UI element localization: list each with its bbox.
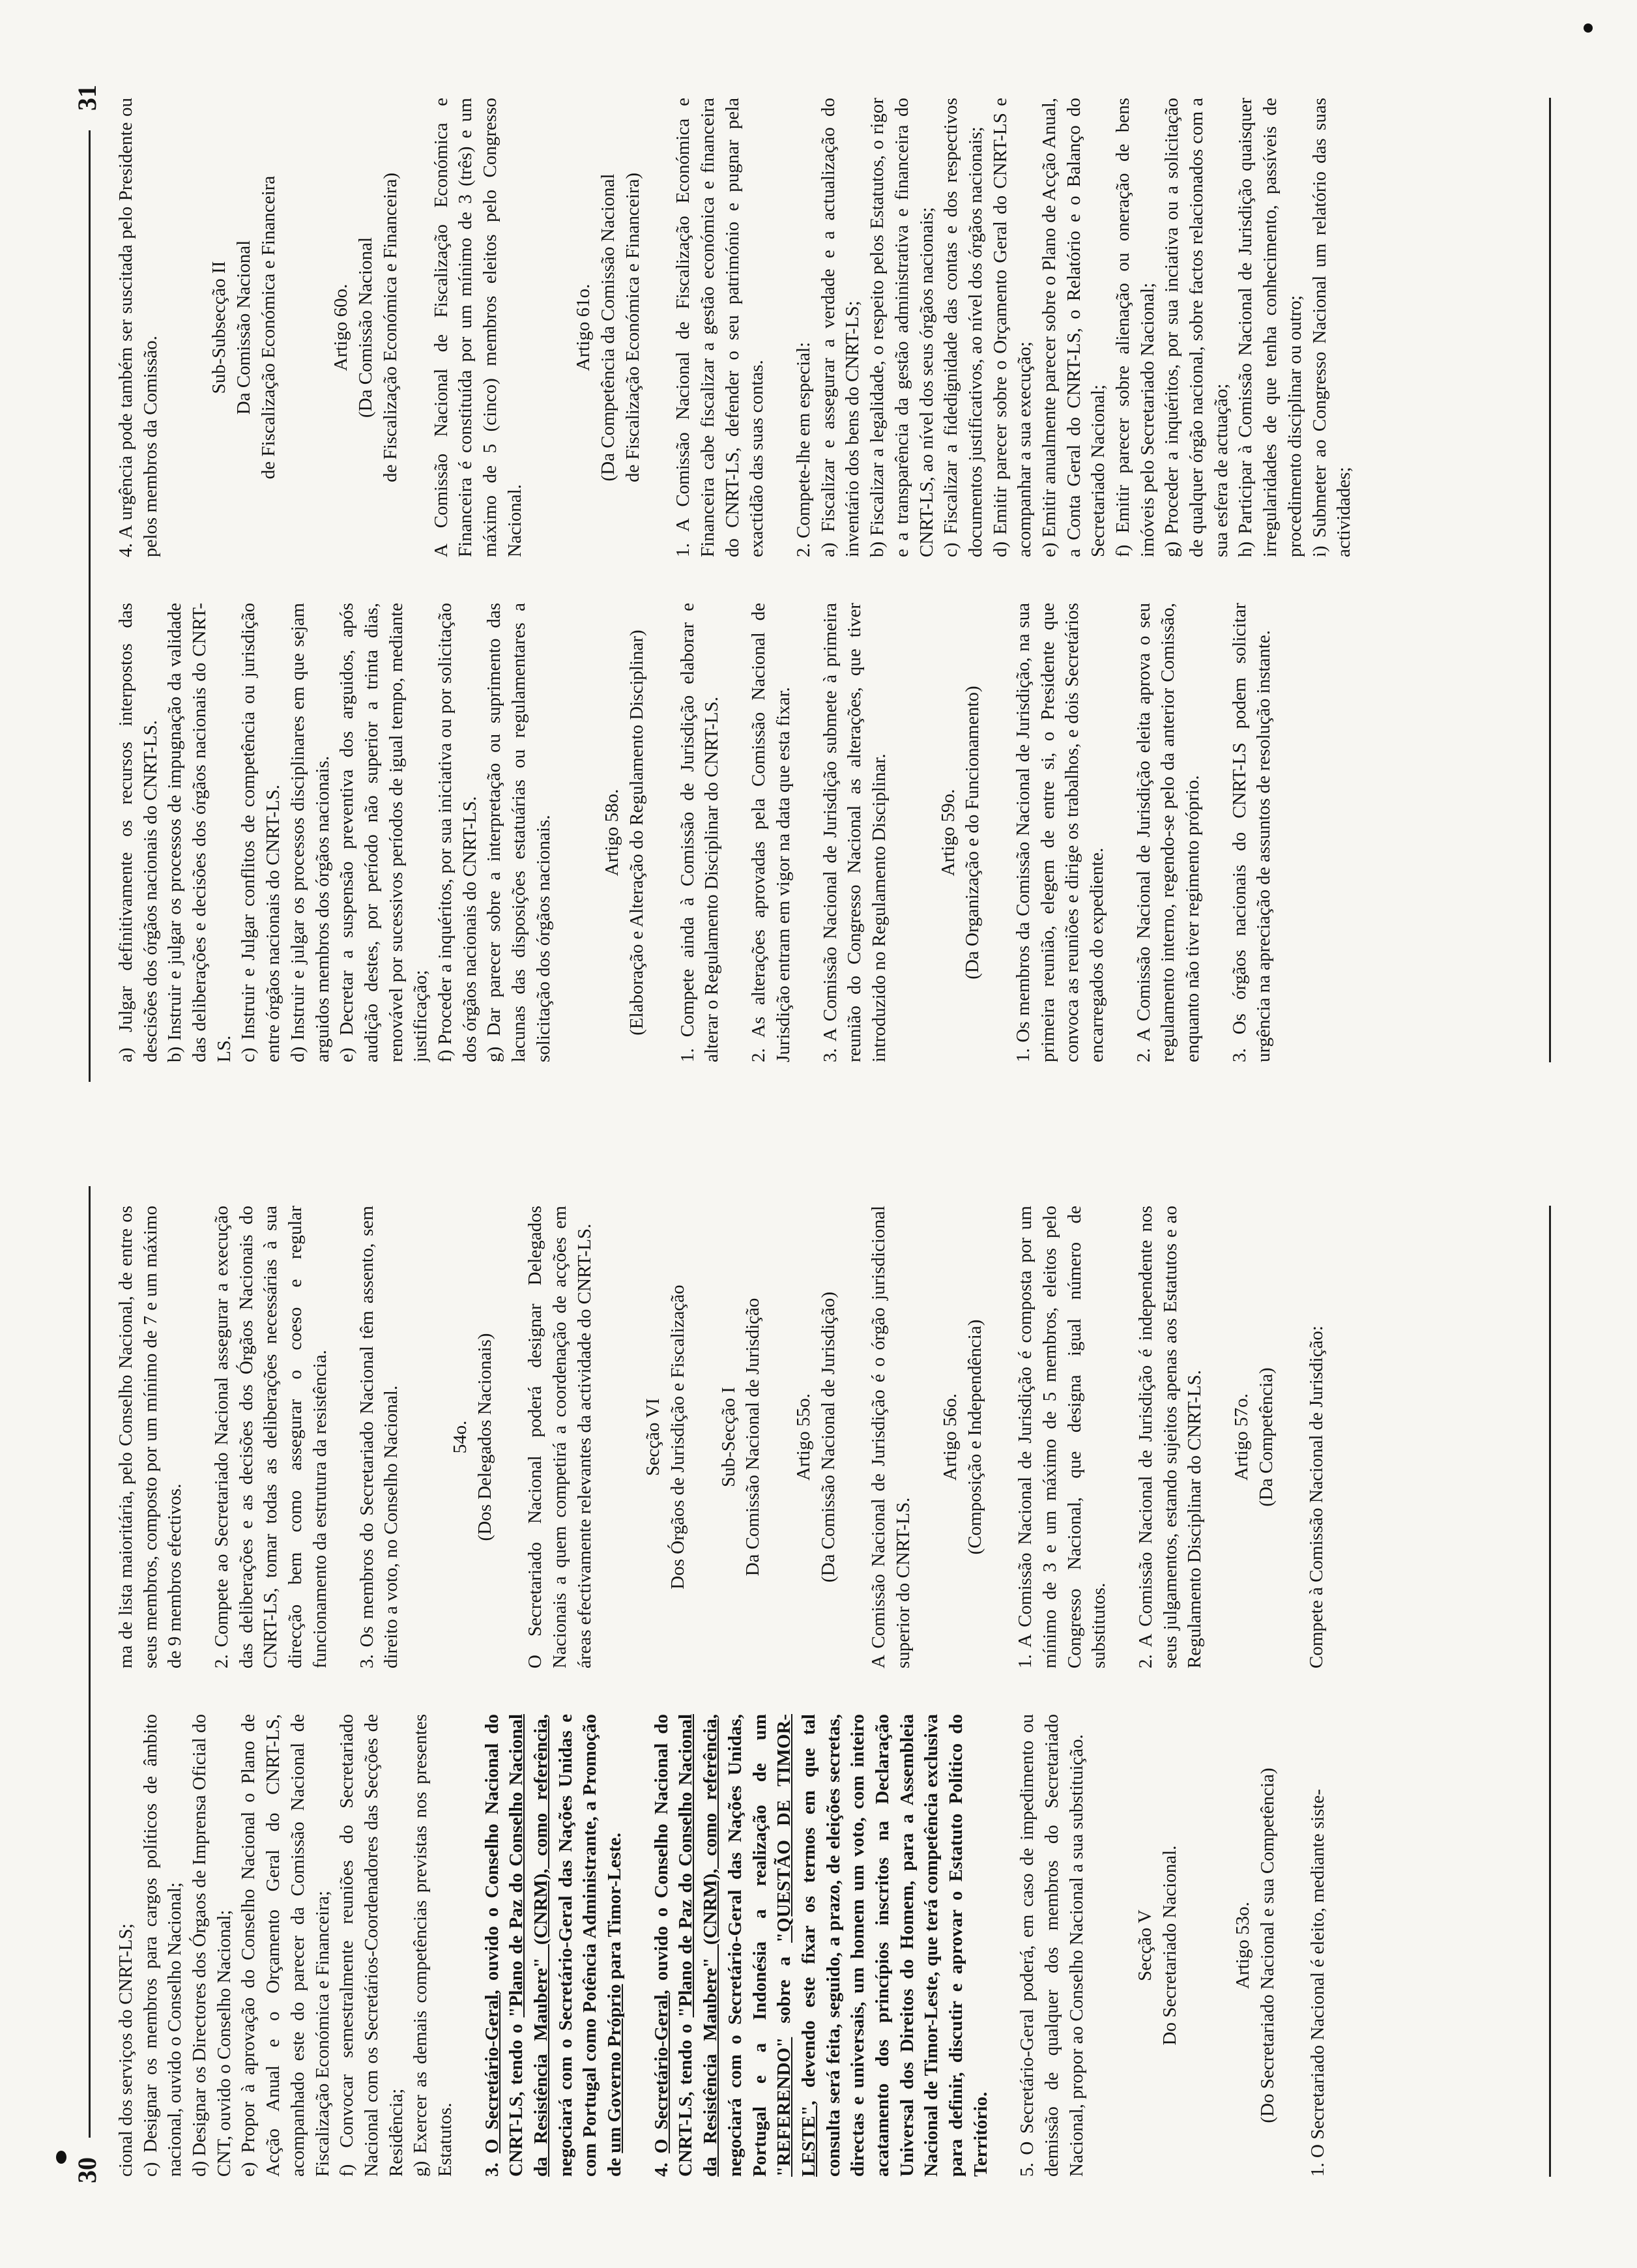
paragraph: d) Emitir parecer sobre o Orçamento Geral do CNRT-LS e acompanhar a sua execução;: [989, 98, 1036, 557]
article-title: 54o.: [449, 1420, 471, 1454]
paragraph: 4. A urgência pode também ser suscitada pelo Presidente ou pelos membros da Comissão.: [115, 98, 161, 557]
article-subtitle: de Fiscalização Económica e Financeira): [379, 172, 401, 483]
paragraph: 1. O Secretariado Nacional é eleito, mediante siste-: [1307, 1788, 1329, 2177]
scan-speck: [1584, 23, 1593, 33]
subsection-subtitle: Da Comissão Nacional de Jurisdição: [742, 1298, 764, 1577]
paragraph: 3. Os membros do Secretariado Nacional têm assento, sem direito a voto, no Conselho Nacional.: [356, 1206, 402, 1668]
text-run: , ouvido o Conselho Nacional do CNRT-LS, tendo o: [650, 1714, 697, 2177]
paragraph: ma de lista maioritária, pelo Conselho Nacional, de entre os seus membros, composto por um mínimo de 7 e um máximo de 9 membros efectivos.: [115, 1206, 186, 1668]
article-subtitle: (Da Competência): [1255, 1367, 1277, 1507]
text-run: "QUESTÃO DE TIMOR-LESTE": [774, 1714, 819, 2177]
paragraph: 1. Compete ainda à Comissão de Jurisdição elaborar e alterar o Regulamento Disciplinar do CNRT-LS.: [676, 603, 723, 1062]
paragraph: g) Exercer as demais competências previstas nos presentes Estatutos.: [410, 1714, 456, 2177]
text-run: "Plano de Paz do Conselho Nacional da Resistência Maubere" (CNRM), como referência: [675, 1714, 721, 2177]
paragraph: 1. A Comissão Nacional de Jurisdição é composta por um mínimo de 3 e um máximo de 5 membros, eleitos pelo Congresso Nacional, que designa igual número de substitutos.: [1015, 1206, 1110, 1668]
article-subtitle: de Fiscalização Económica e Financeira): [622, 172, 643, 483]
paragraph: a) Julgar definitivamente os recursos interpostos das descisões dos órgãos nacionais do CNRT-LS.: [115, 603, 161, 1062]
article-title: Artigo 57o.: [1231, 1393, 1252, 1481]
article-title: Artigo 55o.: [793, 1393, 815, 1481]
text-run: , negociará com o Secretário-Geral das Nações Unidas e com Portugal como Potência Administrante, a Promoção de: [530, 1714, 626, 2177]
article-title: Artigo 53o.: [1232, 1902, 1253, 1989]
column-left: [114, 1714, 1539, 2177]
text-run: , ouvido o Conselho Nacional do CNRT-LS, tendo o: [481, 1714, 527, 2177]
paragraph: f) Proceder a inquéritos, por sua iniciativa ou por solicitação dos órgãos nacionais do CNRT-LS.: [434, 603, 480, 1062]
paragraph: b) Instruir e julgar os processos de impugnação da validade das deliberações e decisões dos órgãos nacionais do CNRT-LS.: [164, 603, 235, 1062]
paragraph: c) Instruir e Julgar conflitos de competência ou jurisdição entre órgãos nacionais do CNRT-LS.: [238, 603, 284, 1062]
paragraph: A Comissão Nacional de Fiscalização Económica e Financeira é constituída por um mínimo de 3 (três) e um máximo de 5 (cinco) membros eleitos pelo Congresso Nacional.: [430, 98, 525, 557]
paragraph: 3. Os órgãos nacionais do CNRT-LS podem solicitar urgência na apreciação de assuntos de resolução instante.: [1228, 603, 1275, 1062]
paragraph: 5. O Secretário-Geral poderá, em caso de impedimento ou demissão de qualquer dos membros do Secretariado Nacional, propor ao Conselho Nacional a sua substituição.: [1017, 1714, 1087, 2177]
paragraph-secretary-general-3: [480, 1714, 628, 2177]
paragraph: d) Designar os Directores dos Órgaos de Imprensa Oficial do CNT, ouvido o Conselho Nacional;: [189, 1714, 235, 2177]
footer-rule: [1549, 1206, 1551, 2177]
text-run: , devendo este fixar os termos em que tal consulta será feita, seguido, a prazo, de eleições secretas, directas e universais, um homem um voto, com inteiro acatamento dos princípios inscritos na Declaração Universal dos Direitos do Homem, para a Assembleia Nacional de Timor-Leste, que terá competência exclusiva para definir, discutir e aprovar o Estatuto Político do Território.: [798, 1714, 991, 2177]
article-subtitle: (Dos Delegados Nacionais): [474, 1333, 495, 1541]
page-columns: [114, 98, 1539, 1062]
paragraph: h) Participar à Comissão Nacional de Jurisdição quaisquer irregularidades de que tenha conhecimento, passíveis de procedimento disciplinar ou outro;: [1235, 98, 1305, 557]
column-right: [114, 1206, 1539, 1668]
paragraph: e) Decretar a suspensão preventiva dos arguidos, após audição destes, por período não superior a trinta dias, renovável por sucessivos períodos de igual tempo, mediante justificação;: [336, 603, 431, 1062]
paragraph: b) Fiscalizar a legalidade, o respeito pelos Estatutos, o rigor e a transparência da gestão administrativa e financeira do CNRT-LS, ao nível dos seus órgãos nacionais;: [867, 98, 937, 557]
header-rule: [89, 1186, 91, 2138]
article-title: Artigo 60o.: [330, 284, 352, 371]
text-run: 3.: [481, 2153, 502, 2177]
footer-rule: [1549, 98, 1551, 1062]
article-subtitle: (Do Secretariado Nacional e sua Competência): [1256, 1767, 1278, 2123]
text-run: O Secretário-Geral: [481, 1994, 502, 2154]
column-left: [114, 603, 1539, 1062]
paragraph: Compete à Comissão Nacional de Jurisdição:: [1306, 1326, 1327, 1668]
article-subtitle: (Da Organização e do Funcionamento): [962, 686, 983, 980]
article-title: Artigo 59o.: [937, 789, 959, 877]
article-title: Artigo 56o.: [939, 1393, 961, 1481]
article-subtitle: (Composição e Independência): [964, 1319, 985, 1555]
article-subtitle: (Da Competência da Comissão Nacional: [597, 173, 618, 482]
paragraph: e) Propor à aprovação do Conselho Nacional o Plano de Acção Anual e o Orçamento Geral do CNRT-LS, acompanhado este do parecer da Comissão Nacional de Fiscalização Económica e Financeira;: [238, 1714, 333, 2177]
subsection-title: Sub-Secção I: [717, 1387, 739, 1487]
paragraph: 2. A Comissão Nacional de Jurisdição eleita aprova o seu regulamento interno, regendo-se pelo da anterior Comissão, enquanto não tiver regimento próprio.: [1133, 603, 1204, 1062]
text-run: "Plano de Paz do Conselho Nacional da Resistência Maubere" (CNRM), como referência: [506, 1714, 551, 2177]
paragraph: c) Fiscalizar a fidedignidade das contas e dos respectivos documentos justificativos, ao nível dos órgãos nacionais;: [940, 98, 986, 557]
text-run: 4.: [650, 2153, 672, 2177]
paragraph: f) Emitir parecer sobre alienação ou oneração de bens imóveis pelo Secretariado Nacional;: [1112, 98, 1158, 557]
text-run: O Secretário-Geral: [650, 1994, 672, 2154]
section-title: Secção V: [1135, 1910, 1156, 1981]
column-right: [114, 98, 1539, 557]
page-30: [0, 1134, 1637, 2268]
paragraph: 2. A Comissão Nacional de Jurisdição é independente nos seus julgamentos, estando sujeitos apenas aos Estatutos e ao Regulamento Disciplinar do CNRT-LS.: [1135, 1206, 1206, 1668]
text-run: para Timor-Leste.: [604, 1833, 626, 1984]
paragraph-secretary-general-4: [650, 1714, 994, 2177]
paragraph: c) Designar os membros para cargos políticos de âmbito nacional, ouvido o Conselho Nacional;: [139, 1714, 186, 2177]
paragraph: 1. A Comissão Nacional de Fiscalização Económica e Financeira cabe fiscalizar a gestão económica e financeira do CNRT-LS, defender o seu património e pugnar pela exactidão das suas contas.: [673, 98, 768, 557]
section-subtitle: Do Secretariado Nacional.: [1159, 1845, 1181, 2046]
paragraph: 2. Compete-lhe em especial:: [793, 342, 815, 557]
subsection-subtitle: de Fiscalização Económica e Financeira: [257, 175, 279, 480]
page-columns: [114, 1206, 1539, 2177]
article-title: Artigo 61o.: [573, 284, 594, 371]
paragraph: g) Proceder a inquéritos, por sua inciativa ou a solicitação de qualquer órgão nacional, sobre factos relacionados com a sua esfera de actuação;: [1161, 98, 1232, 557]
header-rule: [89, 130, 91, 1082]
paragraph: A Comissão Nacional de Jurisdição é o órgão jurisdicional superior do CNRT-LS.: [868, 1206, 914, 1668]
article-title: Artigo 58o.: [601, 789, 623, 877]
paragraph: e) Emitir anualmente parecer sobre o Plano de Acção Anual, a Conta Geral do CNRT-LS, o Relatório e o Balanço do Secretariado Nacional;: [1038, 98, 1109, 557]
paragraph: g) Dar parecer sobre a interpretação ou suprimento das lacunas das disposições estatuárias ou regulamentares a solicitação dos órgãos nacionais.: [484, 603, 554, 1062]
paragraph: 2. As alterações aprovadas pela Comissão Nacional de Jurisdição entram em vigor na data que esta fixar.: [748, 603, 794, 1062]
paragraph: d) Instruir e julgar os processos disciplinares em que sejam arguidos membros dos órgãos nacionais.: [287, 603, 333, 1062]
subsection-title: Sub-Subsecção II: [209, 261, 230, 394]
paragraph: O Secretariado Nacional poderá designar Delegados Nacionais a quem competirá a coordenação de acções em áreas efectivamente relevantes da actividade do CNRT-LS.: [525, 1206, 595, 1668]
section-subtitle: Dos Órgãos de Jurisdição e Fiscalização: [667, 1285, 688, 1590]
paragraph: a) Fiscalizar e assegurar a verdade e a actualização do inventário dos bens do CNRT-LS;: [817, 98, 863, 557]
subsection-subtitle: Da Comissão Nacional: [233, 240, 255, 415]
paragraph: 1. Os membros da Comissão Nacional de Jurisdição, na sua primeira reunião, elegem de entre si, o Presidente que convoca as reuniões e dirige os trabalhos, e dois Secretários encarregados do expediente.: [1012, 603, 1107, 1062]
paragraph: i) Submeter ao Congresso Nacional um relatório das suas actividades;: [1309, 98, 1355, 557]
text-run: "REFERENDO": [774, 2037, 795, 2177]
text-run: , negociará com o Secretário-Geral das Nações Unidas, Portugal e a Indonésia a realização de um: [700, 1714, 770, 2177]
paragraph: 2. Compete ao Secretariado Nacional assegurar a execução das deliberações e as decisões dos Órgãos Nacionais do CNRT-LS, tomar todas as deliberações necessárias à sua direcção bem como assegurar o coeso e regular funcionamento da estrutura da resistência.: [211, 1206, 330, 1668]
text-run: sobre a: [774, 1942, 795, 2037]
page-number: 30: [72, 2157, 102, 2183]
article-subtitle: (Da Comissão Nacional: [355, 237, 377, 418]
text-run: um Governo Próprio: [604, 1984, 626, 2153]
paragraph: cional dos serviços do CNRT-LS;: [115, 1923, 136, 2177]
page-number: 31: [72, 85, 102, 111]
section-title: Secção VI: [643, 1398, 664, 1476]
paragraph: f) Convocar semestralmente reuniões do Secretariado Nacional com os Secretários-Coordenadores das Secções de Residência;: [336, 1714, 407, 2177]
article-subtitle: (Da Comissão Nacional de Jurisdição): [817, 1291, 839, 1583]
article-subtitle: (Elaboração e Alteração do Regulamento Disciplinar): [626, 630, 648, 1036]
scan-speck: [56, 2151, 66, 2164]
paragraph: 3. A Comissão Nacional de Jurisdição submete à primeira reunião do Congresso Nacional as alterações, que tiver introduzido no Regulamento Disciplinar.: [819, 603, 890, 1062]
